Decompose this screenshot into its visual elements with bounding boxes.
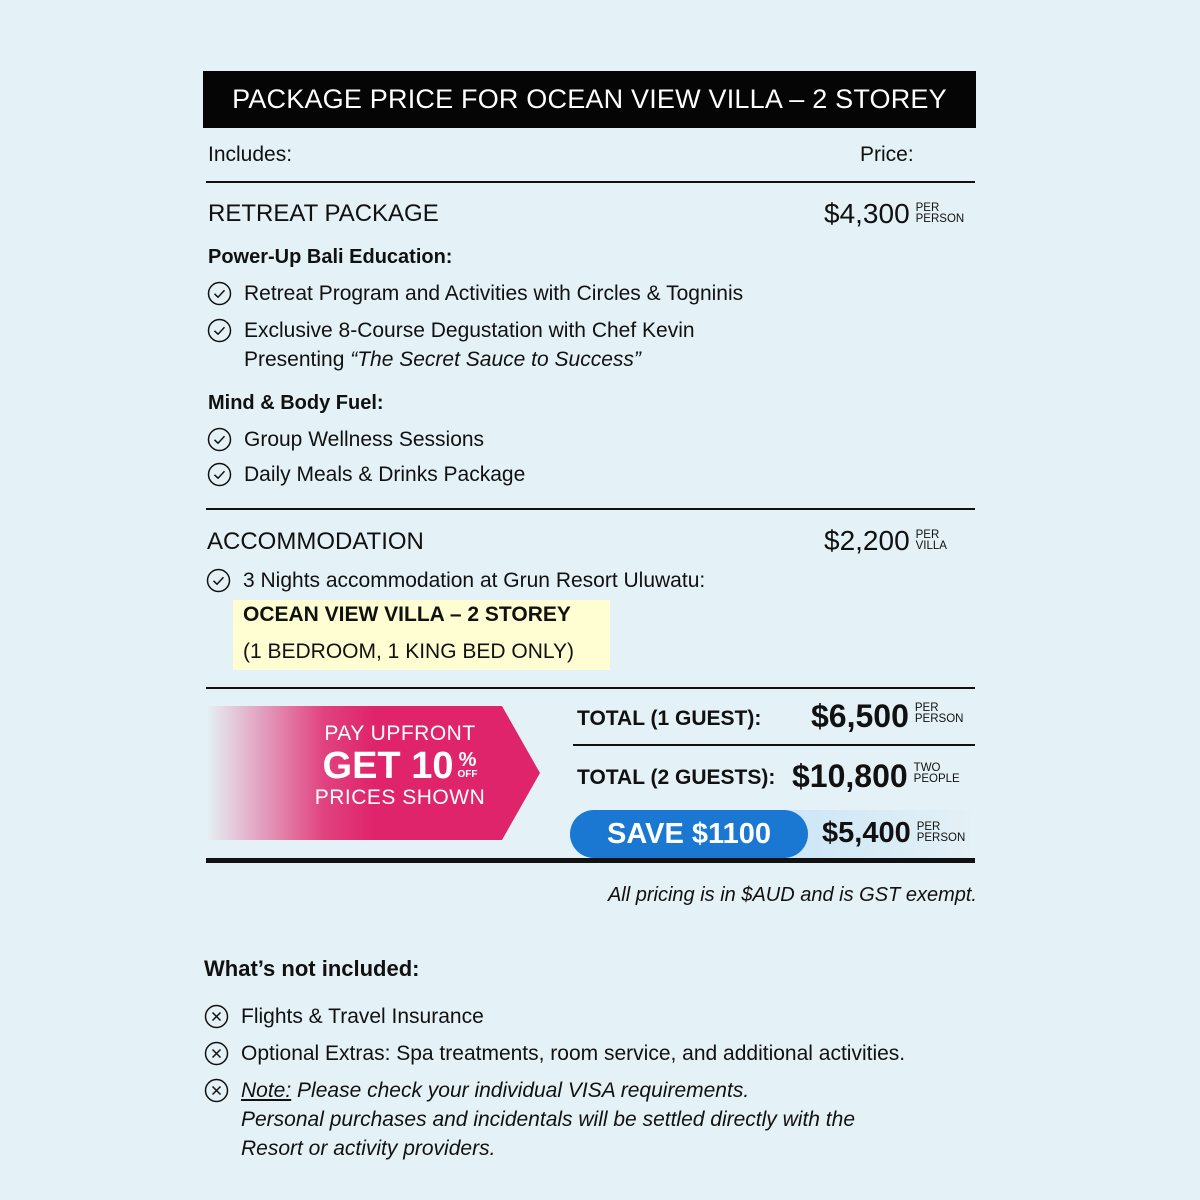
divider — [206, 508, 975, 510]
list-item-text: 3 Nights accommodation at Grun Resort Uluwatu: — [243, 569, 706, 592]
list-item-text: Retreat Program and Activities with Circles & Togninis — [244, 282, 744, 305]
promo-line2 — [280, 746, 520, 786]
promo-text — [280, 722, 520, 810]
list-item-text — [241, 1076, 855, 1163]
includes-header: Includes: — [208, 143, 293, 166]
list-item-text: Flights & Travel Insurance — [241, 1005, 484, 1028]
promo-line1: PAY UPFRONT — [324, 722, 476, 745]
education-heading: Power-Up Bali Education: — [208, 246, 453, 268]
retreat-price — [824, 198, 964, 230]
list-item — [207, 460, 525, 489]
x-circle-icon — [204, 1041, 229, 1066]
unit-line: PEOPLE — [913, 773, 960, 785]
x-circle-icon — [204, 1004, 229, 1029]
accommodation-price-unit — [916, 525, 947, 552]
list-item-text: Daily Meals & Drinks Package — [244, 463, 526, 486]
pricing-note: All pricing is in $AUD and is GST exempt. — [607, 884, 977, 906]
list-item — [207, 425, 484, 454]
total-one-price — [811, 698, 963, 735]
total-one-amount: $6,500 — [811, 698, 909, 734]
list-item — [204, 1076, 855, 1163]
off-label: OFF — [457, 769, 478, 780]
check-circle-icon — [207, 318, 232, 343]
total-one-unit — [915, 698, 964, 725]
item-line: Presenting — [244, 348, 351, 371]
thick-divider — [206, 858, 975, 863]
retreat-title: RETREAT PACKAGE — [208, 200, 439, 227]
item-emphasis: “The Secret Sauce to Success” — [350, 348, 641, 371]
villa-name: OCEAN VIEW VILLA – 2 STOREY — [243, 603, 571, 626]
save-badge: SAVE $1100 — [570, 810, 808, 858]
item-line: Exclusive 8-Course Degustation with Chef Kevin — [244, 319, 695, 342]
save-amount: $5,400 — [822, 817, 911, 849]
list-item — [204, 1039, 905, 1068]
list-item — [204, 1002, 484, 1031]
list-item — [207, 316, 695, 374]
divider — [206, 181, 975, 183]
page-title: PACKAGE PRICE FOR OCEAN VIEW VILLA – 2 STOREY — [203, 71, 976, 128]
list-item-text — [244, 316, 695, 374]
save-unit — [917, 817, 966, 844]
promo-percent — [457, 751, 477, 781]
unit-line: TWO — [913, 762, 941, 774]
total-two-label: TOTAL (2 GUESTS): — [577, 766, 776, 789]
list-item — [206, 566, 705, 595]
check-circle-icon — [207, 462, 232, 487]
check-circle-icon — [207, 281, 232, 306]
unit-line: PER — [915, 202, 940, 214]
unit-line: VILLA — [915, 540, 947, 552]
divider — [573, 744, 975, 746]
unit-line: PER — [915, 529, 940, 541]
accommodation-title: ACCOMMODATION — [207, 528, 424, 555]
list-item — [207, 279, 743, 308]
unit-line: PER — [916, 821, 941, 833]
unit-line: PER — [914, 702, 939, 714]
check-circle-icon — [206, 568, 231, 593]
percent-symbol: % — [458, 749, 477, 771]
list-item-text: Group Wellness Sessions — [244, 428, 485, 451]
retreat-price-amount: $4,300 — [824, 198, 910, 229]
villa-detail: (1 BEDROOM, 1 KING BED ONLY) — [243, 640, 575, 663]
accommodation-price — [824, 525, 947, 557]
note-line: Personal purchases and incidentals will be settled directly with the — [241, 1108, 855, 1131]
unit-line: PERSON — [916, 832, 966, 844]
unit-line: PERSON — [915, 213, 965, 225]
divider — [206, 687, 975, 689]
promo-discount: GET 10 — [322, 745, 454, 787]
total-two-price — [792, 758, 960, 795]
fuel-heading: Mind & Body Fuel: — [208, 392, 384, 414]
list-item-text: Optional Extras: Spa treatments, room service, and additional activities. — [241, 1042, 906, 1065]
total-two-amount: $10,800 — [792, 758, 908, 794]
not-included-title: What’s not included: — [204, 956, 420, 981]
note-line: Resort or activity providers. — [241, 1137, 496, 1160]
save-price — [822, 817, 965, 850]
check-circle-icon — [207, 427, 232, 452]
unit-line: PERSON — [914, 713, 964, 725]
retreat-price-unit — [916, 198, 965, 225]
note-label: Note: — [241, 1079, 292, 1102]
total-two-unit — [914, 758, 960, 785]
total-one-label: TOTAL (1 GUEST): — [577, 707, 762, 730]
price-header: Price: — [860, 143, 914, 166]
x-circle-icon — [204, 1078, 229, 1103]
accommodation-price-amount: $2,200 — [824, 525, 910, 556]
promo-line3: PRICES SHOWN — [314, 786, 486, 809]
note-line: Please check your individual VISA requirements. — [291, 1079, 750, 1102]
